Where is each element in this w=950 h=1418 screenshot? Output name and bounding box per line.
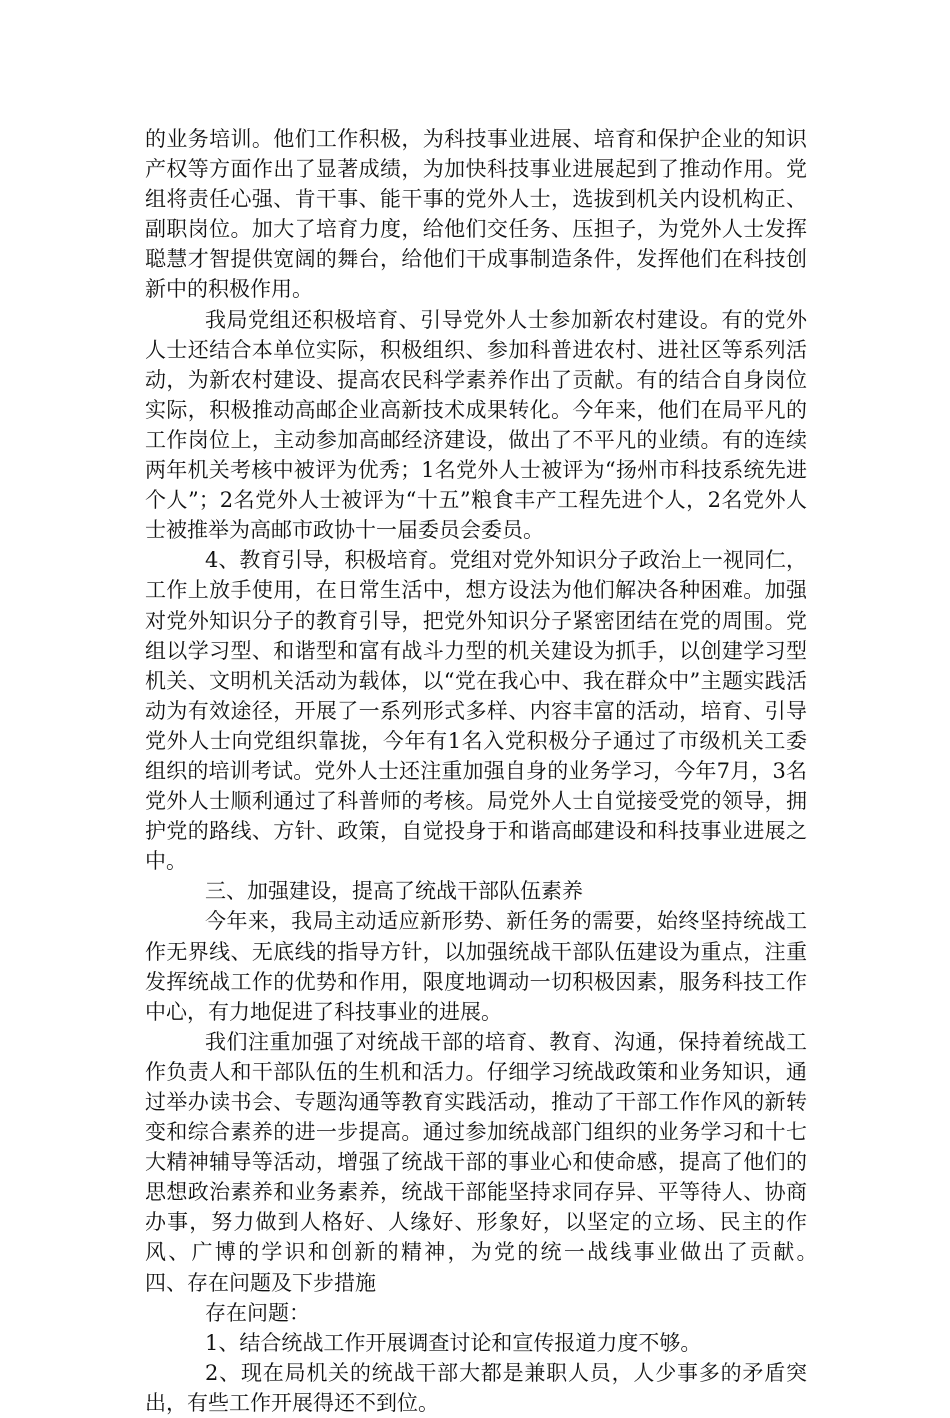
subheading-existing-problems: 存在问题： [205, 1300, 310, 1325]
list-item-problem-2: 2、现在局机关的统战干部大都是兼职人员，人少事多的矛盾突出，有些工作开展得还不到位。 [145, 1360, 807, 1415]
paragraph-education-guidance: 4、教育引导，积极培育。党组对党外知识分子政治上一视同仁，工作上放手使用，在日常生活中，想方设法为他们解决各种困难。加强对党外知识分子的教育引导，把党外知识分子紧密团结在党的周围。党组以学习型、和谐型和富有战斗力型的机关建设为抓手，以创建学习型机关、文明机关活动为载体，以“党在我心中、我在群众中”主题实践活动为有效途径，开展了一系列形式多样、内容丰富的活动，培育、引导党外人士向党组织靠拢，今年有1名入党积极分子通过了市级机关工委组织的培训考试。党外人士还注重加强自身的业务学习，今年7月，3名党外人士顺利通过了科普师的考核。局党外人士自觉接受党的领导，拥护党的路线、方针、政策，自觉投身于和谐高邮建设和科技事业进展之中。 [145, 548, 807, 874]
paragraph-this-year-overview: 今年来，我局主动适应新形势、新任务的需要，始终坚持统战工作无界线、无底线的指导方针，以加强统战干部队伍建设为重点，注重发挥统战工作的优势和作用，限度地调动一切积极因素，服务科技工作中心，有力地促进了科技事业的进展。 [145, 909, 807, 1024]
paragraph-new-rural-construction: 我局党组还积极培育、引导党外人士参加新农村建设。有的党外人士还结合本单位实际，积极组织、参加科普进农村、进社区等系列活动，为新农村建设、提高农民科学素养作出了贡献。有的结合自身岗位实际，积极推动高邮企业高新技术成果转化。今年来，他们在局平凡的工作岗位上，主动参加高邮经济建设，做出了不平凡的业绩。有的连续两年机关考核中被评为优秀；1名党外人士被评为“扬州市科技系统先进个人”；2名党外人士被评为“十五”粮食丰产工程先进个人，2名党外人士被推举为高邮市政协十一届委员会委员。 [145, 307, 807, 543]
paragraph-training-continuation: 的业务培训。他们工作积极，为科技事业进展、培育和保护企业的知识产权等方面作出了显著成绩，为加快科技事业进展起到了推动作用。党组将责任心强、肯干事、能干事的党外人士，选拔到机关内设机构正、副职岗位。加大了培育力度，给他们交任务、压担子，为党外人士发挥聪慧才智提供宽阔的舞台，给他们干成事制造条件，发挥他们在科技创新中的积极作用。 [145, 127, 807, 302]
section-heading-cadre-quality: 三、加强建设，提高了统战干部队伍素养 [205, 879, 583, 904]
paragraph-cadre-training: 我们注重加强了对统战干部的培育、教育、沟通，保持着统战工作负责人和干部队伍的生机和活力。仔细学习统战政策和业务知识，通过举办读书会、专题沟通等教育实践活动，推动了干部工作作风的新转变和综合素养的进一步提高。通过参加统战部门组织的业务学习和十七大精神辅导等活动，增强了统战干部的事业心和使命感，提高了他们的思想政治素养和业务素养，统战干部能坚持求同存异、平等待人、协商办事，努力做到人格好、人缘好、形象好，以坚定的立场、民主的作风、广博的学识和创新的精神，为党的统一战线事业做出了贡献。 四、存在问题及下步措施 [145, 1029, 849, 1295]
document-body [145, 124, 849, 1418]
list-item-problem-1: 1、结合统战工作开展调查讨论和宣传报道力度不够。 [205, 1330, 702, 1355]
